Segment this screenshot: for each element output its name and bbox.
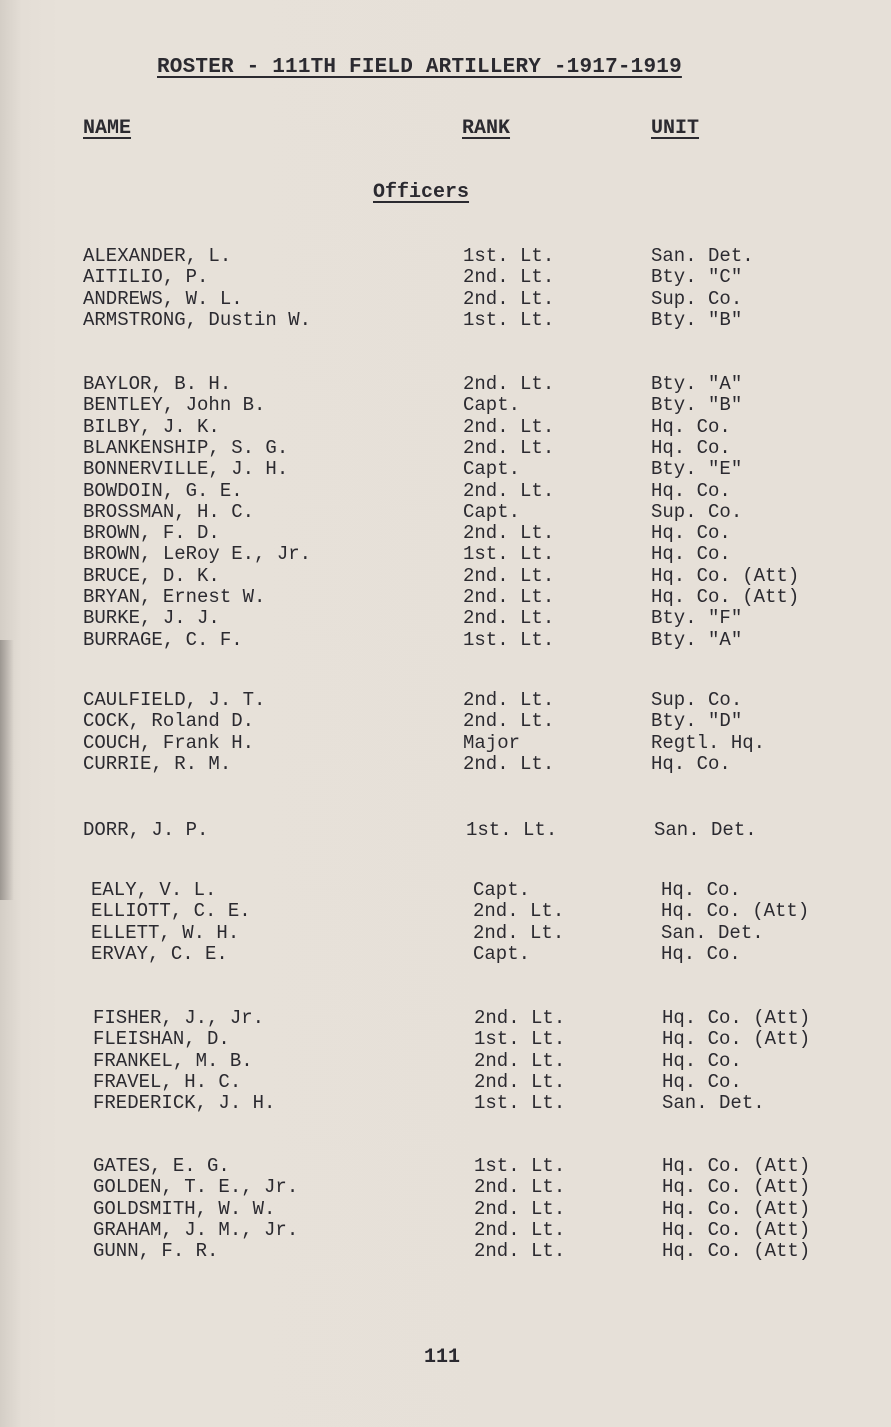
officer-name: CURRIE, R. M.: [83, 753, 232, 775]
officer-rank: 1st. Lt.: [463, 629, 555, 651]
officer-name: ERVAY, C. E.: [91, 943, 228, 965]
roster-row: [0, 416, 891, 438]
roster-row: [0, 689, 891, 711]
officer-name: BRYAN, Ernest W.: [83, 586, 266, 608]
roster-row: [0, 922, 891, 944]
roster-row: [0, 501, 891, 523]
officer-unit: Hq. Co. (Att): [661, 900, 810, 922]
officer-rank: 2nd. Lt.: [463, 689, 555, 711]
officer-unit: Hq. Co.: [661, 943, 741, 965]
officer-name: FRANKEL, M. B.: [93, 1050, 253, 1072]
officer-unit: Bty. "C": [651, 266, 743, 288]
officer-rank: 2nd. Lt.: [474, 1176, 566, 1198]
officer-name: BOWDOIN, G. E.: [83, 480, 243, 502]
officer-unit: Hq. Co.: [651, 543, 731, 565]
officer-name: COUCH, Frank H.: [83, 732, 255, 754]
officer-name: BAYLOR, B. H.: [83, 373, 232, 395]
header-name: NAME: [83, 117, 132, 140]
section-heading: Officers: [373, 181, 470, 204]
roster-row: [0, 900, 891, 922]
roster-row: [0, 1007, 891, 1029]
officer-unit: Hq. Co. (Att): [662, 1028, 811, 1050]
officer-name: FISHER, J., Jr.: [93, 1007, 265, 1029]
officer-name: BROWN, LeRoy E., Jr.: [83, 543, 312, 565]
officer-unit: San. Det.: [651, 245, 754, 267]
officer-unit: Bty. "D": [651, 710, 743, 732]
officer-name: GATES, E. G.: [93, 1155, 230, 1177]
roster-row: [0, 586, 891, 608]
officer-rank: Capt.: [463, 394, 521, 416]
officer-rank: 2nd. Lt.: [463, 437, 555, 459]
officer-unit: San. Det.: [654, 819, 757, 841]
roster-row: [0, 710, 891, 732]
officer-unit: Hq. Co.: [661, 879, 741, 901]
officer-name: DORR, J. P.: [83, 819, 209, 841]
officer-name: BLANKENSHIP, S. G.: [83, 437, 289, 459]
officer-name: ALEXANDER, L.: [83, 245, 232, 267]
officer-rank: 2nd. Lt.: [474, 1198, 566, 1220]
roster-row: [0, 1219, 891, 1241]
officer-unit: Sup. Co.: [651, 288, 743, 310]
officer-unit: Hq. Co. (Att): [662, 1219, 811, 1241]
officer-name: GUNN, F. R.: [93, 1240, 219, 1262]
officer-rank: 2nd. Lt.: [463, 753, 555, 775]
officer-rank: 2nd. Lt.: [463, 373, 555, 395]
roster-row: [0, 458, 891, 480]
officer-name: COCK, Roland D.: [83, 710, 255, 732]
officer-unit: Bty. "F": [651, 607, 743, 629]
officer-name: ANDREWS, W. L.: [83, 288, 243, 310]
officer-rank: 2nd. Lt.: [463, 607, 555, 629]
officer-rank: 2nd. Lt.: [473, 900, 565, 922]
officer-rank: Major: [463, 732, 521, 754]
officer-name: ELLETT, W. H.: [91, 922, 240, 944]
officer-name: FREDERICK, J. H.: [93, 1092, 276, 1114]
roster-row: [0, 522, 891, 544]
roster-row: [0, 1240, 891, 1262]
officer-unit: Bty. "B": [651, 309, 743, 331]
roster-row: [0, 309, 891, 331]
officer-name: GRAHAM, J. M., Jr.: [93, 1219, 299, 1241]
roster-row: [0, 879, 891, 901]
officer-unit: Hq. Co. (Att): [662, 1007, 811, 1029]
roster-row: [0, 1176, 891, 1198]
officer-name: BROSSMAN, H. C.: [83, 501, 255, 523]
officer-unit: Hq. Co.: [651, 753, 731, 775]
officer-rank: 2nd. Lt.: [463, 710, 555, 732]
officer-rank: 2nd. Lt.: [474, 1050, 566, 1072]
roster-row: [0, 629, 891, 651]
officer-unit: San. Det.: [662, 1092, 765, 1114]
officer-rank: 2nd. Lt.: [463, 586, 555, 608]
officer-unit: Regtl. Hq.: [651, 732, 766, 754]
roster-row: [0, 753, 891, 775]
officer-rank: 2nd. Lt.: [463, 288, 555, 310]
header-rank: RANK: [462, 117, 511, 140]
officer-name: BILBY, J. K.: [83, 416, 220, 438]
officer-unit: Bty. "E": [651, 458, 743, 480]
officer-unit: Hq. Co.: [662, 1071, 742, 1093]
officer-unit: Hq. Co.: [651, 480, 731, 502]
officer-unit: Hq. Co. (Att): [651, 565, 800, 587]
officer-rank: 1st. Lt.: [474, 1155, 566, 1177]
officer-rank: 2nd. Lt.: [463, 565, 555, 587]
officer-unit: Hq. Co. (Att): [662, 1155, 811, 1177]
officer-unit: Bty. "B": [651, 394, 743, 416]
roster-row: [0, 543, 891, 565]
officer-unit: Hq. Co. (Att): [662, 1240, 811, 1262]
officer-unit: Sup. Co.: [651, 501, 743, 523]
officer-unit: Hq. Co.: [651, 416, 731, 438]
roster-row: [0, 565, 891, 587]
roster-row: [0, 819, 891, 841]
officer-rank: 2nd. Lt.: [463, 266, 555, 288]
roster-row: [0, 607, 891, 629]
officer-rank: Capt.: [473, 943, 531, 965]
officer-unit: Bty. "A": [651, 629, 743, 651]
officer-unit: Hq. Co.: [651, 437, 731, 459]
officer-name: BURRAGE, C. F.: [83, 629, 243, 651]
officer-rank: 2nd. Lt.: [473, 922, 565, 944]
officer-unit: Hq. Co.: [662, 1050, 742, 1072]
header-unit: UNIT: [651, 117, 700, 140]
roster-row: [0, 266, 891, 288]
officer-name: CAULFIELD, J. T.: [83, 689, 266, 711]
officer-rank: 1st. Lt.: [463, 245, 555, 267]
officer-rank: 2nd. Lt.: [463, 416, 555, 438]
officer-unit: San. Det.: [661, 922, 764, 944]
officer-unit: Hq. Co. (Att): [662, 1198, 811, 1220]
officer-unit: Hq. Co. (Att): [662, 1176, 811, 1198]
officer-name: GOLDSMITH, W. W.: [93, 1198, 276, 1220]
officer-unit: Bty. "A": [651, 373, 743, 395]
officer-name: AITILIO, P.: [83, 266, 209, 288]
roster-row: [0, 288, 891, 310]
officer-rank: Capt.: [463, 501, 521, 523]
officer-unit: Hq. Co. (Att): [651, 586, 800, 608]
roster-row: [0, 1092, 891, 1114]
officer-name: GOLDEN, T. E., Jr.: [93, 1176, 299, 1198]
officer-name: BONNERVILLE, J. H.: [83, 458, 289, 480]
officer-rank: 2nd. Lt.: [474, 1071, 566, 1093]
roster-row: [0, 245, 891, 267]
officer-rank: 2nd. Lt.: [463, 480, 555, 502]
officer-name: ELLIOTT, C. E.: [91, 900, 251, 922]
officer-rank: 2nd. Lt.: [474, 1240, 566, 1262]
officer-rank: 1st. Lt.: [474, 1028, 566, 1050]
roster-row: [0, 437, 891, 459]
officer-rank: Capt.: [473, 879, 531, 901]
officer-rank: 2nd. Lt.: [463, 522, 555, 544]
officer-name: BRUCE, D. K.: [83, 565, 220, 587]
officer-name: FRAVEL, H. C.: [93, 1071, 242, 1093]
officer-name: EALY, V. L.: [91, 879, 217, 901]
officer-name: BROWN, F. D.: [83, 522, 220, 544]
officer-rank: 2nd. Lt.: [474, 1007, 566, 1029]
roster-row: [0, 1028, 891, 1050]
roster-row: [0, 1050, 891, 1072]
roster-row: [0, 1071, 891, 1093]
page-number: 111: [424, 1346, 461, 1369]
roster-row: [0, 394, 891, 416]
officer-unit: Hq. Co.: [651, 522, 731, 544]
roster-row: [0, 943, 891, 965]
roster-row: [0, 1198, 891, 1220]
officer-name: ARMSTRONG, Dustin W.: [83, 309, 312, 331]
officer-name: FLEISHAN, D.: [93, 1028, 230, 1050]
roster-row: [0, 373, 891, 395]
page-title: ROSTER - 111TH FIELD ARTILLERY -1917-1919: [157, 56, 682, 79]
roster-row: [0, 732, 891, 754]
officer-unit: Sup. Co.: [651, 689, 743, 711]
officer-rank: 1st. Lt.: [463, 309, 555, 331]
roster-row: [0, 1155, 891, 1177]
officer-rank: 1st. Lt.: [463, 543, 555, 565]
officer-rank: 1st. Lt.: [466, 819, 558, 841]
officer-name: BENTLEY, John B.: [83, 394, 266, 416]
officer-rank: 2nd. Lt.: [474, 1219, 566, 1241]
officer-name: BURKE, J. J.: [83, 607, 220, 629]
officer-rank: Capt.: [463, 458, 521, 480]
roster-row: [0, 480, 891, 502]
officer-rank: 1st. Lt.: [474, 1092, 566, 1114]
